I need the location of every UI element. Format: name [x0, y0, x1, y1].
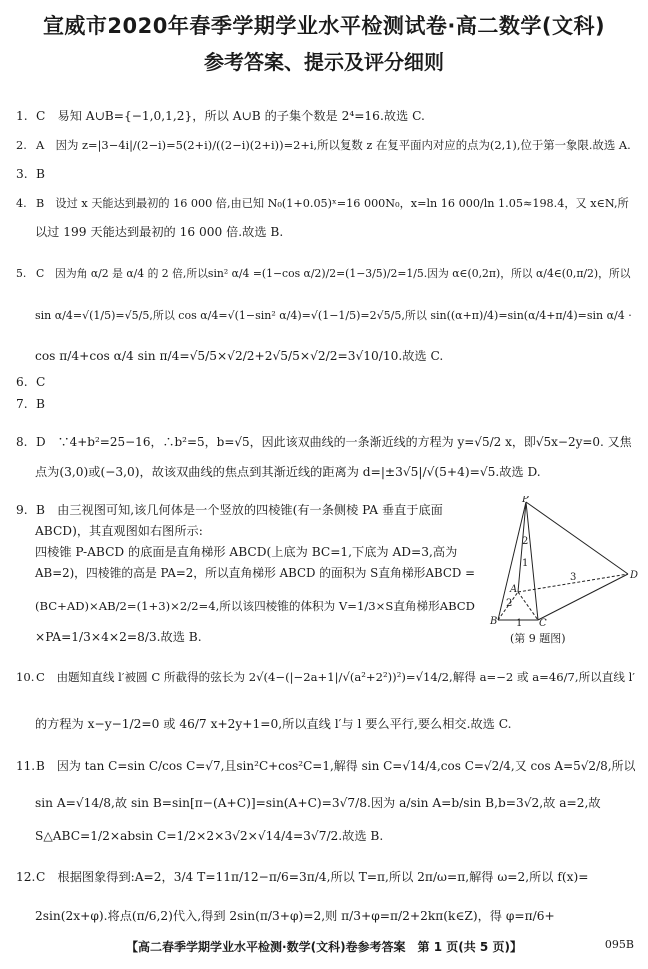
answer-line [16, 196, 638, 212]
answer-line [16, 669, 638, 685]
answer-text: sin α/4=√(1/5)=√5/5,所以 cos α/4=√(1−sin² α/4)=√(1−1/5)=2√5/5,所以 sin((α+π)/4)=sin(α/4+π/4)=sin α/4 · [35, 309, 632, 322]
answer-number: 1. [16, 109, 28, 123]
answer-text: B [36, 397, 45, 411]
edge-PA [518, 502, 529, 592]
answer-text: (BC+AD)×AB/2=(1+3)×2/2=4,所以该四棱锥的体积为 V=1/3×S直角梯形ABCD [35, 599, 475, 613]
answer-line [16, 266, 638, 282]
answer-text: ×PA=1/3×4×2=8/3.故选 B. [35, 630, 202, 644]
answer-text: B 由三视图可知,该几何体是一个竖放的四棱锥(有一条侧棱 PA 垂直于底面 [36, 503, 443, 517]
label-e3: 2 [506, 598, 513, 609]
answer-number: 6. [16, 375, 28, 389]
answer-line [16, 869, 638, 885]
answer-line [35, 629, 476, 645]
label-C: C [539, 618, 547, 626]
answer-number: 10. [16, 670, 35, 684]
answer-number: 8. [16, 435, 28, 449]
answer-line [35, 716, 638, 732]
answer-line [35, 348, 638, 364]
edge-AC [518, 592, 538, 620]
paper-code: 095B [604, 938, 634, 951]
label-e1: 2 [522, 536, 529, 547]
answer-text: ABCD)，其直观图如右图所示: [35, 524, 203, 538]
answer-line [35, 908, 638, 924]
answer-text: C 易知 A∪B={−1,0,1,2}，所以 A∪B 的子集个数是 2⁴=16.故选 C. [36, 109, 425, 123]
answer-text: C [36, 375, 46, 389]
answer-text: AB=2)，四棱锥的高是 PA=2，所以直角梯形 ABCD 的面积为 S直角梯形ABCD = [35, 566, 475, 580]
answer-text: D ∵4+b²=25−16，∴b²=5，b=√5，因此该双曲线的一条渐近线的方程为 y=√5/2 x，即√5x−2y=0. 又焦 [36, 435, 632, 449]
answer-line [35, 598, 476, 614]
answer-number: 11. [16, 759, 36, 773]
label-A: A [510, 584, 518, 595]
page-title: 宣威市2020年春季学期学业水平检测试卷·高二数学(文科) [42, 14, 606, 38]
label-D: D [630, 570, 639, 581]
answer-line [35, 544, 476, 560]
answer-line [16, 137, 638, 153]
answer-number: 5. [16, 267, 27, 280]
answer-text: C 由题知直线 l′被圆 C 所截得的弦长为 2√(4−(|−2a+1|/√(a²+2²))²)=√14/2,解得 a=−2 或 a=46/7,所以直线 l′ [36, 670, 635, 684]
answer-line [35, 308, 638, 324]
answer-text: B [36, 167, 45, 181]
answer-line [16, 758, 638, 774]
answer-line [16, 502, 476, 518]
answer-text: B 设过 x 天能达到最初的 16 000 倍,由已知 N₀(1+0.05)ˣ=16 000N₀，x=ln 16 000/ln 1.05≈198.4，又 x∈N,所 [36, 197, 629, 210]
answer-text: cos π/4+cos α/4 sin π/4=√5/5×√2/2+2√5/5×√2/2=3√10/10.故选 C. [35, 349, 444, 363]
label-e2: 1 [522, 558, 529, 569]
answer-number: 12. [16, 870, 36, 884]
pyramid-figure [478, 496, 644, 626]
answer-text: A 因为 z=|3−4i|/(2−i)=5(2+i)/((2−i)(2+i))=2+i,所以复数 z 在复平面内对应的点为(2,1),位于第一象限.故选 A. [36, 138, 631, 152]
answer-text: sin A=√14/8,故 sin B=sin[π−(A+C)]=sin(A+C)=3√7/8.因为 a/sin A=b/sin B,b=3√2,故 a=2,故 [35, 796, 601, 810]
label-e4: 1 [516, 618, 523, 626]
answer-text: 点为(3,0)或(−3,0)，故该双曲线的焦点到其渐近线的距离为 d=|±3√5|/√(5+4)=√5.故选 D. [35, 465, 541, 479]
answer-line [16, 396, 638, 412]
label-B: B [490, 616, 498, 626]
answer-line [35, 795, 638, 811]
answer-line [16, 374, 638, 390]
answer-number: 3. [16, 167, 28, 181]
answer-line [35, 464, 638, 480]
answer-line [16, 434, 638, 450]
label-e5: 3 [570, 572, 577, 583]
answer-number: 2. [16, 138, 27, 152]
answer-text: 以过 199 天能达到最初的 16 000 倍.故选 B. [35, 225, 284, 239]
answer-line [35, 523, 476, 539]
answer-number: 9. [16, 503, 28, 517]
page-footer: 【高二春季学期学业水平检测·数学(文科)卷参考答案 第 1 页(共 5 页)】 [126, 940, 522, 954]
answer-text: C 因为角 α/2 是 α/4 的 2 倍,所以sin² α/4 =(1−cos α/2)/2=(1−3/5)/2=1/5.因为 α∈(0,2π)，所以 α/4∈(0,π/2)，所以 [36, 267, 631, 280]
answer-text: B 因为 tan C=sin C/cos C=√7,且sin²C+cos²C=1,解得 sin C=√14/4,cos C=√2/4,又 cos A=5√2/8,所以 [36, 759, 636, 773]
answer-text: C 根据图象得到:A=2，3/4 T=11π/12−π/6=3π/4,所以 T=π,所以 2π/ω=π,解得 ω=2,所以 f(x)= [36, 870, 589, 884]
answer-text: 的方程为 x−y−1/2=0 或 46/7 x+2y+1=0,所以直线 l′与 l 要么平行,要么相交.故选 C. [35, 717, 512, 731]
answer-number: 7. [16, 397, 28, 411]
label-P: P [522, 496, 529, 505]
answer-line [16, 108, 638, 124]
answer-text: 2sin(2x+φ).将点(π/6,2)代入,得到 2sin(π/3+φ)=2,则 π/3+φ=π/2+2kπ(k∈Z)，得 φ=π/6+ [35, 909, 555, 923]
answer-text: 四棱锥 P-ABCD 的底面是直角梯形 ABCD(上底为 BC=1,下底为 AD=3,高为 [35, 545, 458, 559]
answer-line [35, 224, 638, 240]
edge-PD [526, 502, 628, 574]
answer-text: S△ABC=1/2×absin C=1/2×2×3√2×√14/4=3√7/2.故选 B. [35, 829, 384, 843]
answer-number: 4. [16, 197, 27, 210]
page-subtitle: 参考答案、提示及评分细则 [204, 50, 444, 74]
answer-line [35, 828, 638, 844]
figure-caption: (第 9 题图) [510, 632, 566, 645]
answer-line [16, 166, 638, 182]
answer-line [35, 565, 476, 581]
